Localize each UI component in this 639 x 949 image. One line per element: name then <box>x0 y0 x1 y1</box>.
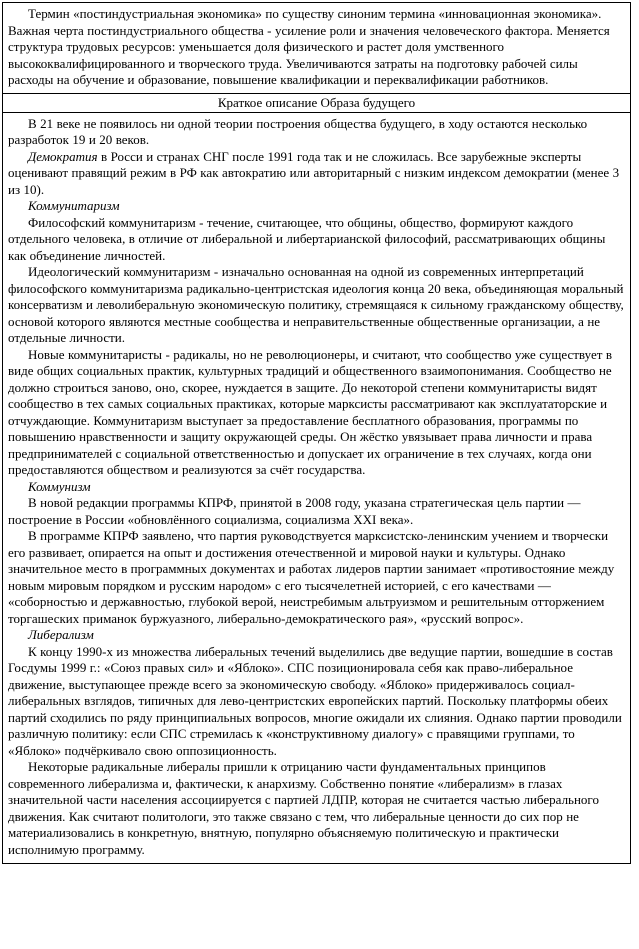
paragraph: Термин «постиндустриальная экономика» по существу синоним термина «инновационная экономика». Важная черта постиндустриального общества - усиление роли и значения человеческого фактора. Меняется структура трудовых ресурсов: уменьшается доля физического и растет доля умственного высококвалифицированного и творческого труда. Увеличиваются затраты на подготовку рабочей силы расходы на обучение и образование, повышение квалификации и переквалификации работников. <box>8 6 610 87</box>
paragraph: Некоторые радикальные либералы пришли к отрицанию части фундаментальных принципов современного либерализма и, фактически, к анархизму. Собственно понятие «либерализм» в глазах значительной части населения ассоциируется с партией ЛДПР, которая не считается частью либерального движения. Как считают политологи, это также связано с тем, что либеральные ценности до сих пор не материализовались в конкретную, внятную, популярно объясняемую политическую и практически исполнимую программу. <box>8 759 599 857</box>
paragraph: Философский коммунитаризм - течение, считающее, что общины, общество, формируют каждого отдельного человека, в отличие от либеральной и либертарианской философий, рассматривающих общины как объединение личностей. <box>8 214 606 263</box>
paragraph: Демократия в Росси и странах СНГ после 1991 года так и не сложилась. Все зарубежные эксперты оценивают правящий режим в РФ как автократию или авторитарный с низким индексом демократии (менее 3 из 10). <box>8 148 620 197</box>
section-heading: Коммунитаризм <box>28 198 120 213</box>
intro-cell <box>2 2 631 94</box>
paragraph: В новой редакции программы КПРФ, принятой в 2008 году, указана стратегическая цель партии — построение в России «обновлённого социализма, социализма XXI века». <box>8 495 581 527</box>
paragraph: К концу 1990-х из множества либеральных течений выделились две ведущие партии, вошедшие в состав Госдумы 1999 г.: «Союз правых сил» и «Яблоко». СПС позиционировала себя как право-либеральное движение, выступающее прежде всего за экономическую свободу. «Яблоко» придерживалось социал-либеральных взглядов, типичных для лево-центристских европейских партий. Поскольку платформы обеих партий сходились по ряду принципиальных вопросов, многие ожидали их слияния. Однако партии проводили различную политику: если СПС стремилась к «конструктивному диалогу» с правящими группами, то «Яблоко» подчёркивало свою оппозиционность. <box>8 643 622 758</box>
body-cell <box>2 112 631 865</box>
section-heading: Либерализм <box>28 627 94 642</box>
paragraph: Идеологический коммунитаризм - изначально основанная на одной из современных интерпретаций философского коммунитаризма радикально-центристская идеология конца 20 века, объединяющая моральный консерватизм и леволиберальную экономическую политику, стремящаяся к сильному гражданскому обществу, основой которого являются местные сообщества и неправительственные общественные организации, а не отдельные личности. <box>8 264 624 345</box>
section-header-cell <box>2 93 631 113</box>
paragraph: В 21 веке не появилось ни одной теории построения общества будущего, в ходу остаются несколько разработок 19 и 20 веков. <box>8 115 588 147</box>
paragraph: Новые коммунитаристы - радикалы, но не революционеры, и считают, что сообщество уже существует в виде общих социальных практик, культурных традиций и общественного взаимопонимания. Сообщество не должно строиться заново, оно, скорее, нуждается в защите. До некоторой степени коммунитаристы видят сообщество в тех самых социальных практиках, которые марксисты рассматривают как эксплуататорские и отчуждающие. Коммунитаризм выступает за предоставление бесплатного образования, программы по повышению нравственности и защиту окружающей среды. Он жёстко увязывает права личности и права предпринимателей с социальной ответственностью и допускает их ограничение в тех случаях, когда они предоставляются обществом и реализуются за счёт государства. <box>8 346 612 477</box>
document <box>2 2 631 864</box>
section-header-title: Краткое описание Образа будущего <box>217 94 416 110</box>
section-heading: Коммунизм <box>28 478 91 494</box>
paragraph: В программе КПРФ заявлено, что партия руководствуется марксистско-ленинским учением и творчески его развивает, опирается на опыт и достижения отечественной и мировой науки и культуры. Однако значительное место в программных документах и работах лидеров партии занимает «противостояние между новым мировым порядком и русским народом» с его тысячелетней историей, с его качествами — «соборностью и державностью, глубокой верой, неистребимым альтруизмом и решительным отторжением торгашеских приманок буржуазного, либерально-демократического рая», «русский вопрос». <box>8 528 615 626</box>
